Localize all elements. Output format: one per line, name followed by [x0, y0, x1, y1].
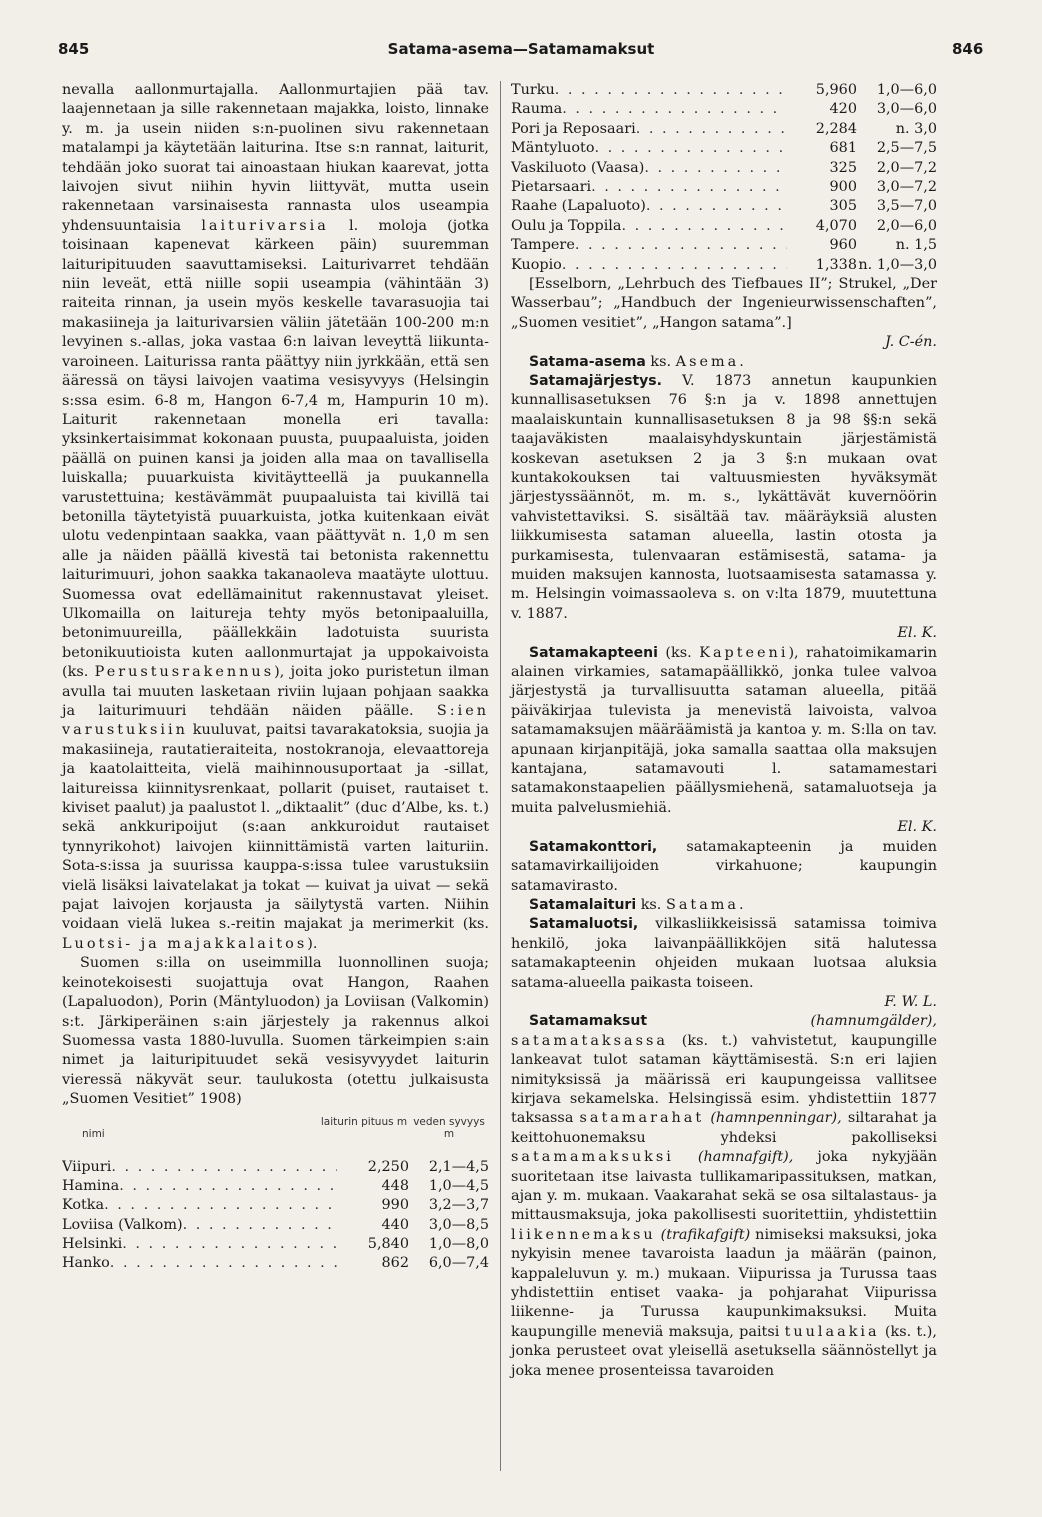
- cross-reference: Kapteeni: [699, 644, 789, 661]
- references: [Esselborn, „Lehrbuch des Tiefbaues II”; Strukel, „Der Wasserbau”; „Handbuch der Ingenieurwissenschaften”, „Suomen vesitiet”, „Hangon satama”.]: [511, 275, 937, 331]
- table-row: Oulu ja Toppila . . . 4,070 2,0—6,0: [511, 217, 937, 236]
- harbour-table-header: [62, 1116, 489, 1158]
- paragraph-finnish-harbours: Suomen s:illa on useimmilla luonnollinen suoja; keinotekoisesti suojattuja ovat Hangon, Raahen (Lapaluodon), Porin (Mäntyluodon) ja Loviisan (Valkomin) s:t. Järkiperäinen s:ain järjestely ja rakennus alkoi Suomessa vasta 1880-luvulla. Suomen tärkeimpien s:ain nimet ja laituripituudet sekä vesisyvyydet laiturin vieressä näkyvät seur. taulukosta (otettu julkaisusta „Suomen Vesitiet” 1908): [62, 955, 489, 1108]
- entry-satama-asema: Satama-asema ks. Asema.: [529, 353, 744, 370]
- headword: Satamamaksut: [529, 1013, 648, 1030]
- table-row: Turku . . . 5,960 1,0—6,0: [511, 81, 937, 100]
- table-row: Hanko . . . 862 6,0—7,4: [62, 1254, 489, 1273]
- page-number-left: 845: [58, 40, 90, 58]
- column-divider: [500, 81, 501, 1471]
- entry-satamamaksut: Satamamaksut (hamnumgälder), satamataksassa (ks. t.) vahvistetut, kaupungille lankeavat tulot sataman käyttämisestä. S:n eri lajien nimityksissä ja määrissä eri kaupungeissa vallitsee kirjava sekamelska. Helsingissä esim. yhdistettiin 1877 taksassa satamarahat (hamnpenningar), siltarahat ja keittohuonemaksu yhdeksi pakolliseksi satamamaksuksi (hamnafgift), joka nykyjään suoritetaan itse laivasta tullikamaripassituksen, matkan, ajan y. m. mukaan. Vaakarahat sekä se osa siltalastaus- ja mittausmaksuja, joka pakollisesti suoritettiin, yhdistettiin liikennemaksu (trafikafgift) nimiseksi maksuksi, joka nykyisin menee tavaroista laadun ja määrän (painon, kappaleluvun y. m.) mukaan. Viipurissa ja Turussa taas yhdistettiin entiset vaaka- ja pohjarahat Viipurissa liikenne- ja Turussa kaupunkimaksuksi. Muita kaupungille meneviä maksuja, paitsi tuulaakia (ks. t.), jonka perusteet ovat yleisellä asetuksella säännöstellyt ja joka menee prosenteissa tavaroiden: [511, 1013, 938, 1379]
- harbour-table-left: [62, 1158, 489, 1274]
- ref-luotsilaitos: Luotsi- ja majakkalaitos: [62, 935, 308, 952]
- table-row: Viipuri . . . 2,250 2,1—4,5: [62, 1158, 489, 1177]
- table-row: Pietarsaari . . . 900 3,0—7,2: [511, 178, 937, 197]
- col-name-header: nimi: [82, 1127, 105, 1140]
- term-laiturivarsia: laiturivarsia: [201, 217, 329, 234]
- headword: Satamajärjestys.: [529, 372, 662, 389]
- table-row: Raahe (Lapaluoto) . . . 305 3,5—7,0: [511, 197, 937, 216]
- signature: J. C-én.: [884, 334, 937, 351]
- table-row: Mäntyluoto . . . 681 2,5—7,5: [511, 139, 937, 158]
- page-header: [0, 40, 1042, 66]
- headword: Satamakapteeni: [529, 644, 658, 661]
- harbour-table-right: [511, 81, 937, 275]
- term-sien-varustuksiin: S:ien varustuksiin: [62, 703, 489, 739]
- signature: F. W. L.: [884, 993, 937, 1010]
- left-column: [62, 81, 489, 1274]
- cross-reference: Satama: [665, 896, 739, 913]
- headword: Satamakonttori,: [529, 838, 658, 855]
- headword: Satama-asema: [529, 353, 646, 370]
- table-row: Tampere . . . 960 n. 1,5: [511, 236, 937, 255]
- signature: El. K.: [897, 819, 937, 836]
- table-row: Kotka . . . 990 3,2—3,7: [62, 1196, 489, 1215]
- col-depth-header: veden syvyys m: [413, 1115, 485, 1140]
- table-row: Helsinki . . . 5,840 1,0—8,0: [62, 1235, 489, 1254]
- table-row: Kuopio . . . 1,338 n. 1,0—3,0: [511, 256, 937, 275]
- cross-reference: Asema: [675, 353, 740, 370]
- entry-satamakonttori: Satamakonttori, satamakapteenin ja muiden satamavirkailijoiden virkahuone; kaupungin satamavirasto.: [511, 838, 937, 894]
- col-length-header: laiturin pituus m: [320, 1115, 408, 1128]
- entry-satamakapteeni: Satamakapteeni (ks. Kapteeni), rahatoimikamarin alainen virkamies, satamapäällikkö, jonka tulee valvoa järjestystä ja turvallisuutta sataman alueella, pitää päiväkirjaa tulevista ja menevistä laivoista, valvoa satamamaksujen määräämistä ja kantoa y. m. S:lla on tav. apunaan kirjanpitäjä, joka samalla saattaa olla maksujen kantajana, satamavouti l. satamamestari satamakonstaapelien päällysmiehenä, satamaluotseja ja muita palvelusmiehiä.: [511, 644, 937, 816]
- ref-perustusrakennus: Perustusrakennus: [94, 664, 275, 681]
- entry-satamaluotsi: Satamaluotsi, vilkasliikkeisissä satamissa toimiva henkilö, joka laivanpäällikköjen sitä halutessa satamakapteenin ohjeiden mukaan luotsaa aluksia satama-alueella paikasta toiseen.: [511, 916, 938, 991]
- table-row: Rauma . . . 420 3,0—6,0: [511, 100, 937, 119]
- signature: El. K.: [897, 625, 937, 642]
- right-column: [511, 81, 937, 1381]
- headword: Satamaluotsi,: [529, 916, 639, 933]
- table-row: Loviisa (Valkom) . . . 440 3,0—8,5: [62, 1216, 489, 1235]
- headword: Satamalaituri: [529, 896, 637, 913]
- table-row: Vaskiluoto (Vaasa) . . . 325 2,0—7,2: [511, 159, 937, 178]
- entry-satamajarjestys: Satamajärjestys. V. 1873 annetun kaupunkien kunnallisasetuksen 76 §:n ja v. 1898 annettujen maalaiskuntain kunnallisasetuksen 8 ja 98 §§:n sekä taajaväkisten maalaisyhdyskuntain järjestämistä koskevan asetuksen 2 ja 3 §:n mukaan ovat kuntakokouksen tai valtuusmiesten hyväksymät järjestyssäännöt, m. m. s., lykättävät kuvernöörin vahvistettaviksi. S. sisältää tav. määräyksiä alusten liikkumisesta sataman alueella, lastin otosta ja purkamisesta, tulenvaaran estämisestä, satama- ja muiden maksujen kannosta, luotsaamisesta satamassa y. m. Helsingin voimassaoleva s. on v:lta 1879, muutettuna v. 1887.: [511, 372, 938, 622]
- running-title: Satama-asema—Satamamaksut: [387, 40, 655, 58]
- page-number-right: 846: [952, 40, 984, 58]
- table-row: Pori ja Reposaari . . . 2,284 n. 3,0: [511, 120, 937, 139]
- table-row: Hamina . . . 448 1,0—4,5: [62, 1177, 489, 1196]
- paragraph-harbour-construction: nevalla aallonmurtajalla. Aallonmurtajien pää tav. laajennetaan ja sille rakennetaan majakka, loisto, linnake y. m. ja usein niiden s:n-puolinen sivu rakennetaan matalampi ja käytetään laiturina. Itse s:n rannat, laiturit, tehdään joko suorat tai ainoastaan hiukan kaarevat, jotta laivojen sivut niihin hyvin liittyvät, mutta usein rakennetaan varsinaisesta rannasta ulos useampia yhdensuuntaisia laiturivarsia l. moloja (jotka toisinaan kapenevat kärkeen päin) suuremman laituripituuden saavuttamiseksi. Laiturivarret tehdään niin leveät, että niille sopii useampia (vähintään 3) raiteita rinnan, ja usein myös keskelle tavarasuojia tai makasiineja ja laiturivarsien väliin jätetään 100-200 m:n levyinen s.-allas, joka vastaa 6:n laivan leveyttä liikunta-varoineen. Laiturissa ranta päättyy niin jyrkkään, että sen ääressä on täysi laivojen vaatima vesisyvyys (Helsingin s:ssa esim. 6-8 m, Hangon 6-7,4 m, Hampurin 10 m). Laiturit rakennetaan monella eri tavalla: yksinkertaisimmat kokonaan puusta, puupaaluista, joiden päällä on puinen kansi ja joiden alla maa on tavallisella luiskalla; puuarkuista kivitäytteellä ja puukannella varustettuina; kestävämmät puupaaluista tai kivillä tai betonilla täytetyistä puuarkuista, jotka kuitenkaan eivät ulotu vedenpintaan saakka, vaan päättyvät n. 1,0 m sen alle ja näiden päällä kivestä tai betonista rakennettu laiturimuuri, johon saakka takanaoleva maatäyte ulottuu. Suomessa ovat edellämainitut rakennustavat yleiset. Ulkomailla on laitureja tehty myös betonipaaluilla, betonimuureilla, päällekkäin ladotuista suurista betonikuutioista kuten aallonmurtajat ja uppokaivoista (ks. Perustusrakennus), joita joko puristetun ilman avulla tai muuten lasketaan riviin lujaan pohjaan saakka ja laiturimuuri tehdään näiden päälle. S:ien varustuksiin kuuluvat, paitsi tavarakatoksia, suojia ja makasiineja, rautatieraiteita, nostokranoja, elevaattoreja ja kaatolaitteita, vielä maihinnousuportaat ja -sillat, laitureissa kiinnitysrenkaat, pollarit (puiset, rautaiset t. kiviset paalut) ja paalustot l. „diktaalit” (duc d’Albe, ks. t.) sekä ankkuripoijut (s:aan ankkuroidut rautaiset tynnyrikohot) laivojen kiinnittämistä varten laituriin. Sota-s:issa ja suurissa kauppa-s:issa tulee varustuksiin vielä lisäksi laivatelakat ja tokat — kuivat ja uivat — sekä pajat laivojen korjausta ja säilytystä varten. Niihin voidaan vielä lukea s.-reitin majakat ja merimerkit (ks. Luotsi- ja majakkalaitos).: [62, 82, 490, 952]
- entry-satamalaituri: Satamalaituri ks. Satama.: [529, 896, 744, 913]
